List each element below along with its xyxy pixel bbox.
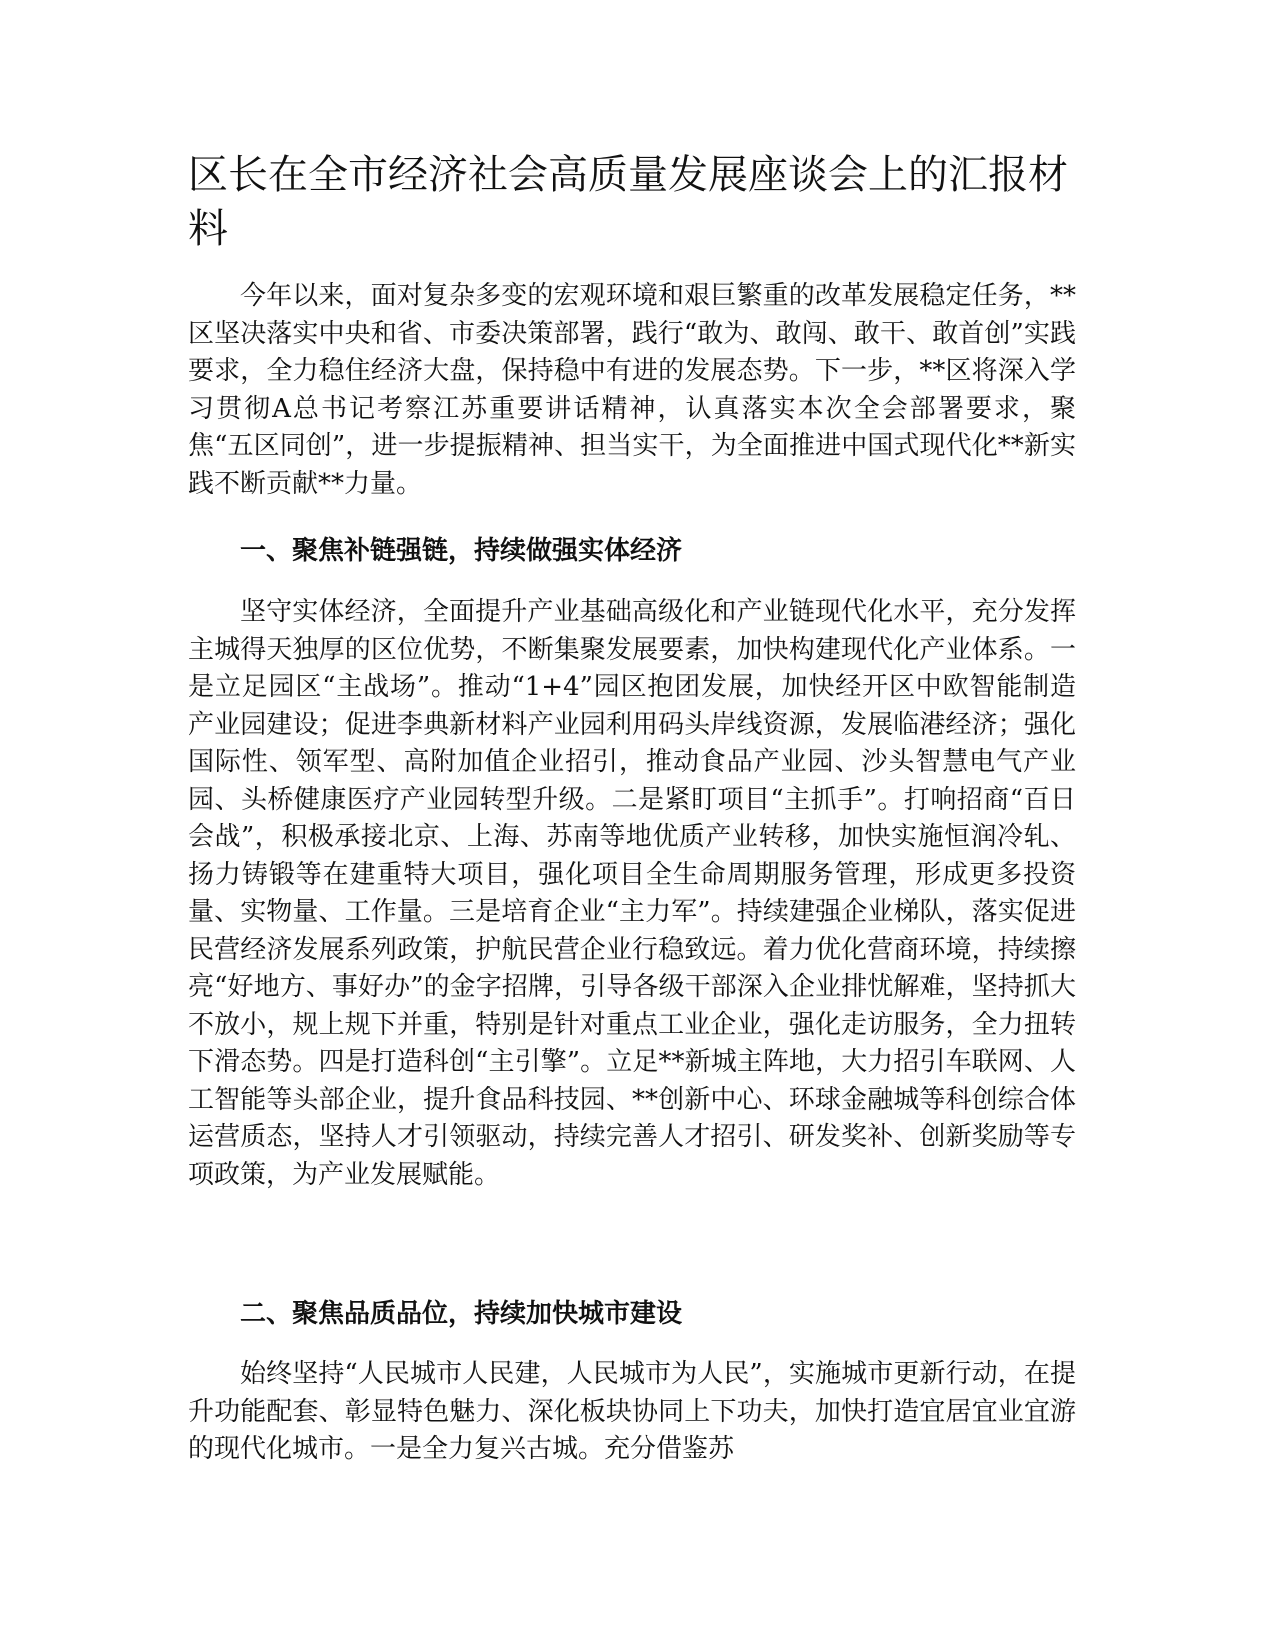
section-heading-2: 二、聚焦品质品位，持续加快城市建设: [240, 1299, 683, 1329]
intro-paragraph: 今年以来，面对复杂多变的宏观环境和艰巨繁重的改革发展稳定任务，**区坚决落实中央和省、市委决策部署，践行“敢为、敢闯、敢干、敢首创”实践要求，全力稳住经济大盘，保持稳中有进的发展态势。下一步，**区将深入学习贯彻A总书记考察江苏重要讲话精神，认真落实本次全会部署要求，聚焦“五区同创”，进一步提振精神、担当实干，为全面推进中国式现代化**新实践不断贡献**力量。: [188, 281, 1076, 499]
section-body-1: 坚守实体经济，全面提升产业基础高级化和产业链现代化水平，充分发挥主城得天独厚的区位优势，不断集聚发展要素，加快构建现代化产业体系。一是立足园区“主战场”。推动“1+4”园区抱团发展，加快经开区中欧智能制造产业园建设；促进李典新材料产业园利用码头岸线资源，发展临港经济；强化国际性、领军型、高附加值企业招引，推动食品产业园、沙头智慧电气产业园、头桥健康医疗产业园转型升级。二是紧盯项目“主抓手”。打响招商“百日会战”，积极承接北京、上海、苏南等地优质产业转移，加快实施恒润冷轧、扬力铸锻等在建重特大项目，强化项目全生命周期服务管理，形成更多投资量、实物量、工作量。三是培育企业“主力军”。持续建强企业梯队，落实促进民营经济发展系列政策，护航民营企业行稳致远。着力优化营商环境，持续擦亮“好地方、事好办”的金字招牌，引导各级干部深入企业排忧解难，坚持抓大不放小，规上规下并重，特别是针对重点工业企业，强化走访服务，全力扭转下滑态势。四是打造科创“主引擎”。立足**新城主阵地，大力招引车联网、人工智能等头部企业，提升食品科技园、**创新中心、环球金融城等科创综合体运营质态，坚持人才引领驱动，持续完善人才招引、研发奖补、创新奖励等专项政策，为产业发展赋能。: [188, 597, 1076, 1190]
section-heading-1: 一、聚焦补链强链，持续做强实体经济: [240, 536, 683, 566]
document-title: 区长在全市经济社会高质量发展座谈会上的汇报材料: [188, 152, 1068, 252]
section-body-2: 始终坚持“人民城市人民建，人民城市为人民”，实施城市更新行动，在提升功能配套、彰显特色魅力、深化板块协同上下功夫，加快打造宜居宜业宜游的现代化城市。一是全力复兴古城。充分借鉴苏: [188, 1359, 1076, 1464]
